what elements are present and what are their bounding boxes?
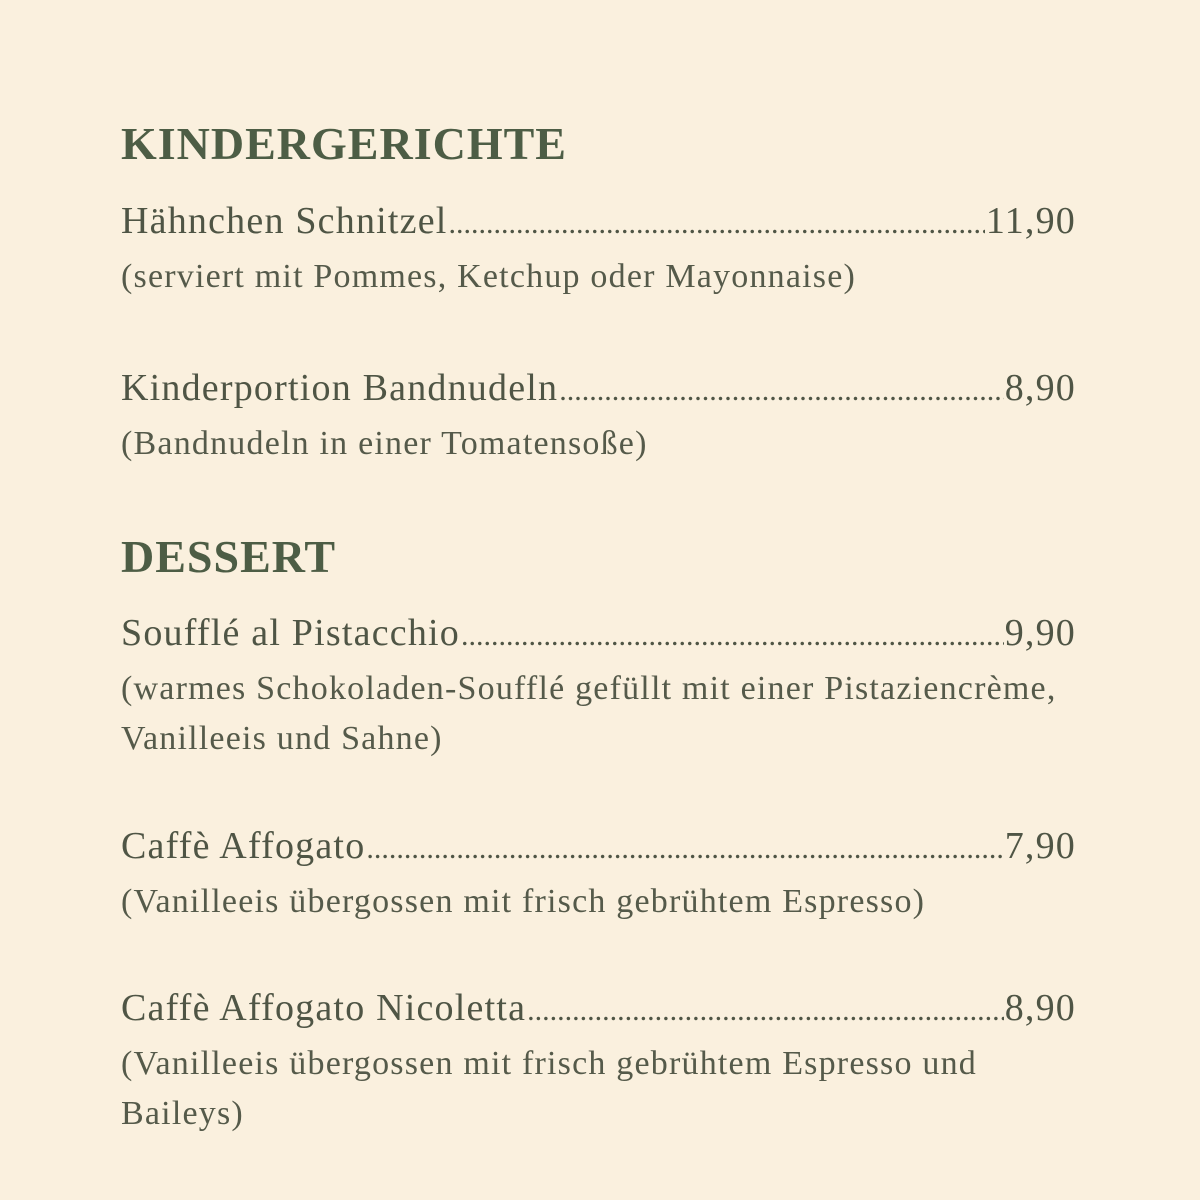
menu-item bbox=[121, 985, 1076, 1139]
menu-item-price: 9,90 bbox=[1004, 612, 1076, 654]
menu-item-name: Caffè Affogato Nicoletta bbox=[121, 987, 527, 1029]
menu-item-description: (serviert mit Pommes, Ketchup oder Mayonnaise) bbox=[121, 258, 857, 295]
menu-item bbox=[121, 610, 1076, 764]
menu-item-name: Hähnchen Schnitzel bbox=[121, 200, 448, 242]
menu-item-line bbox=[121, 198, 1076, 244]
section-title-kindergerichte: KINDERGERICHTE bbox=[121, 118, 567, 169]
menu-item-line bbox=[121, 610, 1076, 656]
dot-leader bbox=[449, 201, 985, 247]
dot-leader bbox=[366, 826, 1003, 872]
dot-leader bbox=[559, 368, 1003, 414]
menu-item bbox=[121, 365, 1076, 469]
menu-item-name: Caffè Affogato bbox=[121, 825, 366, 867]
section-title-dessert: DESSERT bbox=[121, 531, 337, 582]
menu-item-description: (Vanilleeis übergossen mit frisch gebrühtem Espresso) bbox=[121, 883, 926, 920]
menu-item-description: (warmes Schokoladen-Soufflé gefüllt mit einer Pistaziencrème, Vanilleeis und Sahne) bbox=[121, 670, 1057, 757]
menu-item-price: 8,90 bbox=[1004, 367, 1076, 409]
menu-item-price: 7,90 bbox=[1004, 825, 1076, 867]
menu-item-price: 11,90 bbox=[985, 200, 1076, 242]
menu-item-line bbox=[121, 823, 1076, 869]
menu-item-price: 8,90 bbox=[1004, 987, 1076, 1029]
dot-leader bbox=[461, 613, 1004, 659]
menu-item bbox=[121, 198, 1076, 302]
menu-item-description: (Vanilleeis übergossen mit frisch gebrühtem Espresso und Baileys) bbox=[121, 1045, 977, 1132]
menu-item bbox=[121, 823, 1076, 927]
menu-item-name: Soufflé al Pistacchio bbox=[121, 612, 460, 654]
dot-leader bbox=[527, 988, 1004, 1034]
menu-item-line bbox=[121, 365, 1076, 411]
menu-item-line bbox=[121, 985, 1076, 1031]
menu-item-name: Kinderportion Bandnudeln bbox=[121, 367, 559, 409]
menu-item-description: (Bandnudeln in einer Tomatensoße) bbox=[121, 425, 648, 462]
